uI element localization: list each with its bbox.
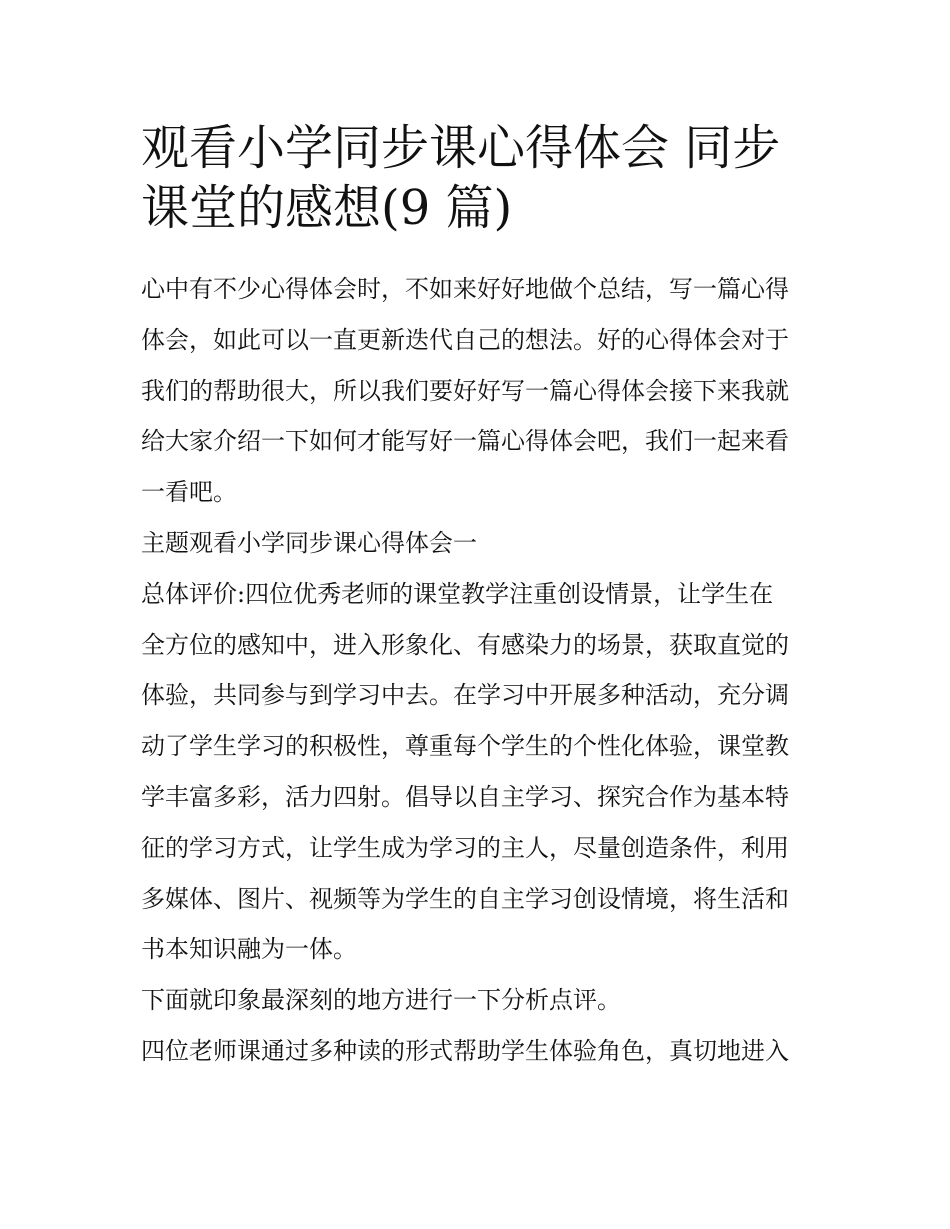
text-line: 一看吧。 (141, 478, 237, 507)
section-heading (141, 518, 816, 569)
document-body (141, 264, 816, 1077)
document-title (141, 118, 816, 238)
text-line: 总体评价:四位优秀老师的课堂教学注重创设情景，让学生在 (141, 579, 774, 608)
text-line: 四位老师课通过多种读的形式帮助学生体验角色，真切地进入 (141, 1036, 789, 1065)
paragraph-reading-forms (141, 1026, 816, 1077)
text-line: 征的学习方式，让学生成为学习的主人，尽量创造条件，利用 (141, 833, 789, 862)
text-line: 学丰富多彩，活力四射。倡导以自主学习、探究合作为基本特 (141, 782, 789, 811)
text-line: 下面就印象最深刻的地方进行一下分析点评。 (141, 986, 621, 1015)
paragraph-overall-evaluation (141, 569, 816, 975)
text-line: 动了学生学习的积极性，尊重每个学生的个性化体验，课堂教 (141, 732, 789, 761)
text-line: 书本知识融为一体。 (141, 935, 357, 964)
title-line-2: 课堂的感想(9 篇) (141, 180, 513, 236)
paragraph-analysis-intro (141, 975, 816, 1026)
text-line: 心中有不少心得体会时，不如来好好地做个总结，写一篇心得 (141, 275, 789, 303)
text-line: 主题观看小学同步课心得体会一 (141, 528, 477, 557)
text-line: 体会，如此可以一直更新迭代自己的想法。好的心得体会对于 (141, 325, 789, 354)
text-line: 给大家介绍一下如何才能写好一篇心得体会吧，我们一起来看 (141, 427, 789, 456)
document-page (141, 118, 816, 1077)
text-line: 多媒体、图片、视频等为学生的自主学习创设情境，将生活和 (141, 884, 789, 913)
paragraph-intro (141, 264, 816, 518)
text-line: 我们的帮助很大，所以我们要好好写一篇心得体会接下来我就 (141, 376, 789, 405)
title-line-1: 观看小学同步课心得体会 同步 (141, 120, 781, 176)
text-line: 全方位的感知中，进入形象化、有感染力的场景，获取直觉的 (141, 630, 789, 659)
text-line: 体验，共同参与到学习中去。在学习中开展多种活动，充分调 (141, 681, 789, 710)
